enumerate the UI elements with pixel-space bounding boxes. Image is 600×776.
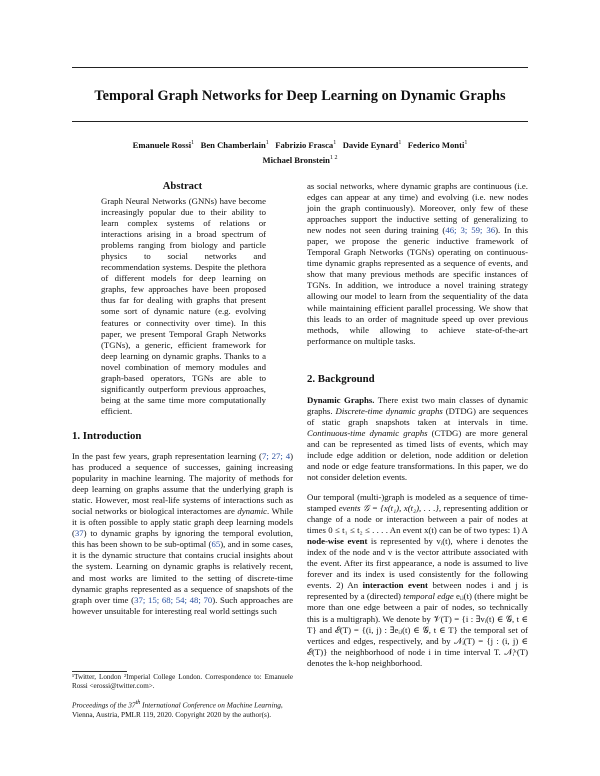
citation-link[interactable]: 37 <box>74 528 84 539</box>
introduction-heading: 1. Introduction <box>72 430 142 442</box>
author-affiliation: 1 <box>191 140 195 146</box>
author-affiliation: 1 <box>333 140 337 146</box>
proceedings-text: Proceedings of the 37 <box>72 700 136 710</box>
footnote-rule <box>72 671 127 672</box>
intro-text: ) to dynamic graphs by ignoring the temporal evolution, this has been shown to be sub-optimal ( <box>72 528 293 550</box>
paragraph-label: Dynamic Graphs. <box>307 395 375 405</box>
author-affiliation: 1 2 <box>329 154 338 161</box>
background-text: (DTDG) are sequences of static graph snapshots taken at intervals in time. <box>307 406 529 428</box>
intro-text: ). In this paper, we propose the generic inductive framework of Temporal Graph Networks (TGNs) operating on continuous-time dynamic graphs represented as a sequence of events, and show that many previous methods are specific instances of TGNs. In addition, we introduce a novel training strategy allowing our model to learn from the sequentiality of the data while maintaining efficient parallel processing. We show that this leads to an order of magnitude speed up over previous methods, while allowing to achieve state-of-the-art performance on multiple tasks. <box>307 225 528 346</box>
author-name: Ben Chamberlain <box>200 139 266 150</box>
title-rule <box>72 121 528 122</box>
proceedings-note <box>72 699 293 720</box>
intro-text: In the past few years, graph representation learning ( <box>72 451 262 461</box>
math-expression: 𝒢 = {x(t₁), x(t₂), . . .} <box>360 503 439 514</box>
citation-link[interactable]: 46; 3; 59; 36 <box>445 225 496 236</box>
author-name: Fabrizio Frasca <box>275 139 334 150</box>
author-name: Emanuele Rossi <box>132 139 192 150</box>
citation-link[interactable]: 65 <box>211 539 221 550</box>
background-text: Our temporal (multi-)graph is modeled as a sequence of time-stamped <box>307 492 528 514</box>
author-affiliation: 1 <box>265 140 269 146</box>
author-affiliation: 1 <box>464 140 468 146</box>
author-affiliation: 1 <box>398 140 402 146</box>
background-text: is represented by vᵢ(t), where i denotes the index of the node and v is the vector attribute associated with the event. After its first appearance, a node is assumed to live forever and its index is used consistently for the following events. 2) An <box>307 536 529 591</box>
background-heading: 2. Background <box>307 373 375 385</box>
term-interaction-event: interaction event <box>362 580 428 591</box>
background-emphasis: events <box>338 503 361 514</box>
author-name: Michael Bronstein <box>262 154 330 165</box>
events-paragraph <box>307 492 528 669</box>
intro-text: . While it is often possible to apply static graph deep learning models ( <box>72 506 293 539</box>
dynamic-graphs-paragraph <box>307 395 528 483</box>
background-text: eᵢⱼ(t) (there might be more than one edge between a pair of nodes, so technically this is a multigraph). We denote by 𝒱(T) = {i : ∃vᵢ(t) ∈ 𝒢, t ∈ T} and ℰ(T) = {(i, j) : ∃eᵢⱼ(t) ∈ 𝒢, t ∈ T} the temporal set of vertices and edges, respectively, and by 𝒩ᵢ(T) = {j : (i, j) ∈ ℰ(T)} the neighborhood of node i in time interval T. 𝒩ᵢᵏ(T) denotes the k-hop neighborhood. <box>307 591 529 668</box>
intro-text: ) has produced a sequence of successes, gaining increasing popularity in machine learning. The majority of methods for deep learning on graphs assume that the underlying graph is static. However, most real-life systems of interactions such as social networks or biological interactomes are <box>72 451 293 517</box>
introduction-continued <box>307 181 528 347</box>
background-text: (CTDG) are more general and can be represented as timed lists of events, which may include edge addition or deletion, node addition or deletion and node or edge feature transformations. In this paper, we do not consider deletion events. <box>307 428 528 483</box>
affiliation-footnote: ¹Twitter, London ²Imperial College London. Correspondence to: Emanuele Rossi <erossi@twitter.com>. <box>72 673 293 690</box>
paper-title: Temporal Graph Networks for Deep Learning on Dynamic Graphs <box>94 88 506 104</box>
abstract-text: Graph Neural Networks (GNNs) have become increasingly popular due to their ability to learn complex systems of relations or interactions arising in a broad spectrum of problems ranging from biology and particle physics to social networks and recommendation systems. Despite the plethora of different models for deep learning on graphs, few approaches have been proposed thus far for dealing with graphs that present some sort of dynamic nature (e.g. evolving features or connectivity over time). In this paper, we present Temporal Graph Networks (TGNs), a generic, efficient framework for deep learning on dynamic graphs. Thanks to a novel combination of memory modules and graph-based operators, TGNs are able to significantly outperform previous approaches, being at the same time more computationally efficient. <box>101 196 266 416</box>
author-name: Davide Eynard <box>342 139 399 150</box>
background-emphasis: temporal edge <box>403 591 454 602</box>
background-emphasis: Discrete-time dynamic graphs <box>335 406 443 417</box>
background-text: , representing addition or change of a node or interaction between a pair of nodes at times 0 ≤ t₁ ≤ t₂ ≤ . . . . An event x(t) can be of two types: 1) A <box>307 503 528 536</box>
background-text: There exist two main classes of dynamic graphs. <box>307 395 529 417</box>
introduction-text <box>72 451 293 617</box>
proceedings-superscript: th <box>135 700 141 706</box>
term-node-wise-event: node-wise event <box>307 536 368 547</box>
background-emphasis: Continuous-time dynamic graphs <box>307 428 428 439</box>
intro-text: ), and in some cases, it is the dynamic structure that contains crucial insights about the system. Learning on dynamic graphs is relatively recent, and most works are limited to the setting of discrete-time dynamic graphs represented as a sequence of snapshots of the graph over time ( <box>72 539 293 605</box>
background-text: between nodes i and j is represented by a (directed) <box>307 580 528 602</box>
top-rule <box>72 67 528 68</box>
author-name: Federico Monti <box>407 139 465 150</box>
intro-text: as social networks, where dynamic graphs are continuous (i.e. edges can appear at any time) and evolving (i.e. new nodes join the graph continuously). Moreover, only few of these approaches support the inductive setting of generalizing to new nodes not seen during training ( <box>307 181 528 236</box>
proceedings-text: International Conference on Machine Learning <box>140 700 281 710</box>
abstract-heading: Abstract <box>162 181 203 192</box>
intro-text: ). Such approaches are however unsuitable for interesting real world settings such <box>72 594 294 616</box>
proceedings-text: , Vienna, Austria, PMLR 119, 2020. Copyright 2020 by the author(s). <box>72 700 283 720</box>
citation-link[interactable]: 7; 27; 4 <box>261 451 291 461</box>
citation-link[interactable]: 37; 15; 68; 54; 48; 70 <box>134 594 213 605</box>
intro-emphasis: dynamic <box>237 506 268 517</box>
author-list <box>72 137 528 167</box>
